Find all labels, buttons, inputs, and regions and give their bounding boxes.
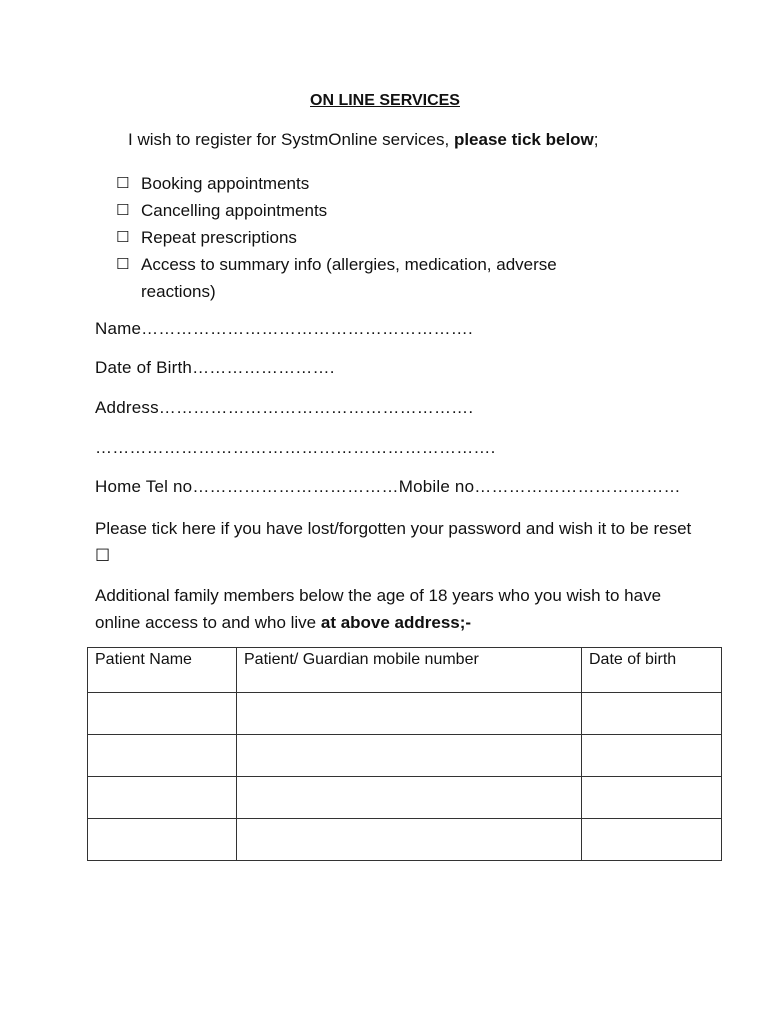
family-bold: at above address;- <box>320 613 472 632</box>
address-field[interactable]: Address………………………………………………. <box>95 398 474 417</box>
intro-lead: I wish to register for SystmOnline services, <box>128 130 454 149</box>
service-item-cancelling <box>116 197 636 224</box>
service-item-booking <box>116 170 636 197</box>
dob-field[interactable]: Date of Birth……………………. <box>95 358 335 377</box>
intro-text <box>128 130 599 150</box>
header-date-of-birth: Date of birth <box>582 648 722 693</box>
phone-fields[interactable]: Home Tel no………………………………Mobile no……………………………… <box>95 477 681 496</box>
checkbox[interactable]: ☐ <box>116 175 130 192</box>
service-label: Booking appointments <box>141 174 310 193</box>
family-members-table <box>87 647 722 861</box>
services-checklist <box>116 170 636 305</box>
family-members-text <box>95 582 695 636</box>
patient-name-cell[interactable] <box>88 735 237 777</box>
date-of-birth-cell[interactable] <box>582 777 722 819</box>
guardian-mobile-cell[interactable] <box>237 735 582 777</box>
password-reset-text <box>95 515 695 569</box>
header-patient-name: Patient Name <box>88 648 237 693</box>
reset-label: Please tick here if you have lost/forgotten your password and wish it to be reset <box>95 519 692 538</box>
family-lead: Additional family members below the age of 18 years who you wish to have online access to and who live <box>95 586 662 632</box>
header-guardian-mobile: Patient/ Guardian mobile number <box>237 648 582 693</box>
guardian-mobile-cell[interactable] <box>237 777 582 819</box>
intro-end: ; <box>593 130 599 149</box>
name-field[interactable]: Name…………………………………………………. <box>95 319 473 338</box>
guardian-mobile-cell[interactable] <box>237 819 582 861</box>
checkbox[interactable]: ☐ <box>116 202 130 219</box>
checkbox[interactable]: ☐ <box>116 256 130 273</box>
service-item-summary-info <box>116 251 636 305</box>
service-label: Repeat prescriptions <box>141 228 297 247</box>
checkbox[interactable]: ☐ <box>116 229 130 246</box>
service-label: Access to summary info (allergies, medication, adverse reactions) <box>141 255 557 301</box>
table-row <box>88 693 722 735</box>
date-of-birth-cell[interactable] <box>582 693 722 735</box>
patient-name-cell[interactable] <box>88 819 237 861</box>
page-title: ON LINE SERVICES <box>310 92 460 109</box>
intro-bold: please tick below <box>453 130 594 149</box>
service-item-repeat-prescriptions <box>116 224 636 251</box>
guardian-mobile-cell[interactable] <box>237 693 582 735</box>
table-row <box>88 777 722 819</box>
table-row <box>88 819 722 861</box>
patient-name-cell[interactable] <box>88 693 237 735</box>
service-label: Cancelling appointments <box>141 201 328 220</box>
table-row <box>88 735 722 777</box>
table-header-row <box>88 648 722 693</box>
date-of-birth-cell[interactable] <box>582 819 722 861</box>
patient-name-cell[interactable] <box>88 777 237 819</box>
reset-checkbox[interactable]: ☐ <box>95 546 111 565</box>
date-of-birth-cell[interactable] <box>582 735 722 777</box>
address-line-2-field[interactable]: ……………………………………………………………. <box>95 438 496 457</box>
